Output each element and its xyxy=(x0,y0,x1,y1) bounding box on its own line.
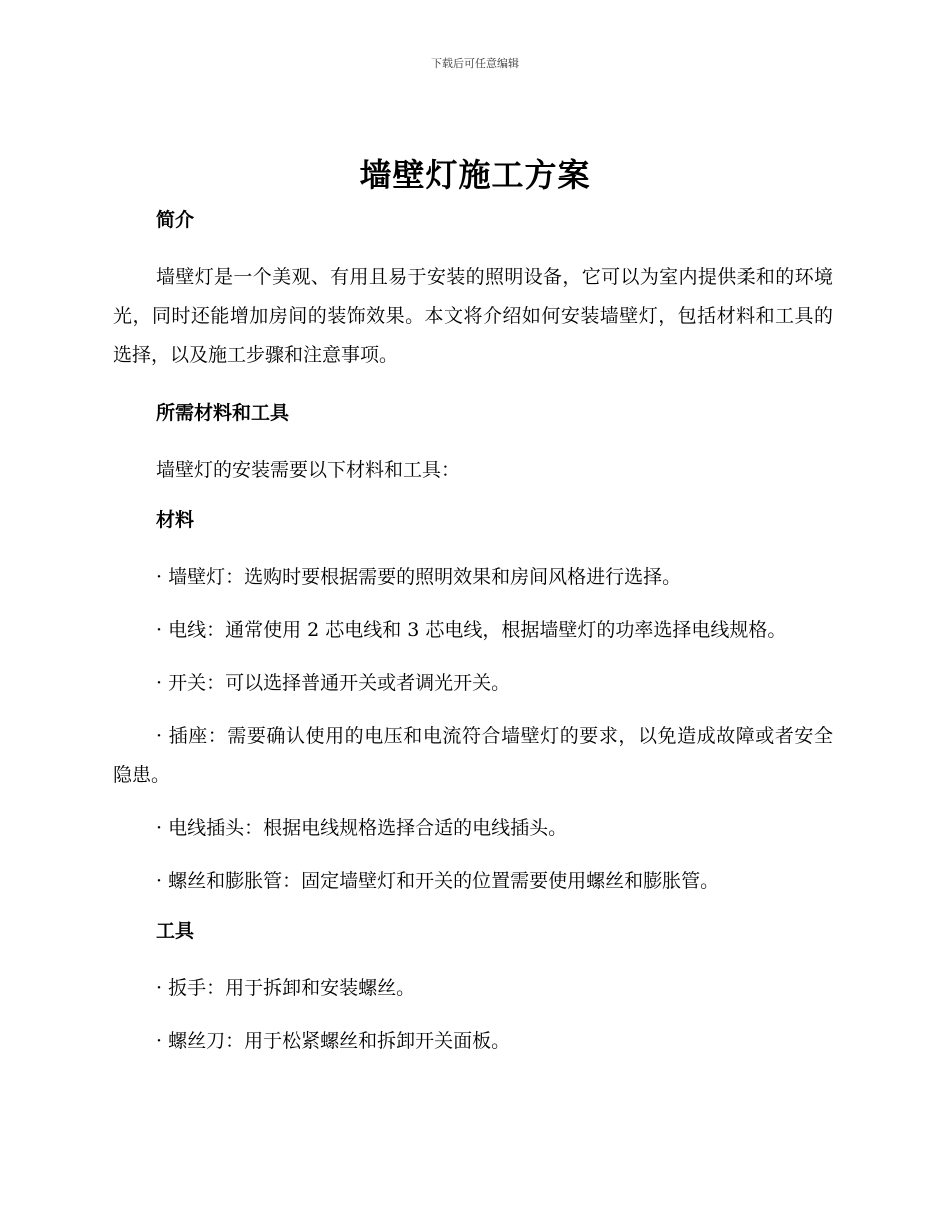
section-heading-materials: 材料 xyxy=(156,509,195,531)
list-item: · 墙壁灯：选购时要根据需要的照明效果和房间风格进行选择。 xyxy=(113,558,833,597)
needs-paragraph: 墙壁灯的安装需要以下材料和工具： xyxy=(156,459,461,481)
section-heading-intro: 简介 xyxy=(156,209,195,231)
list-item: · 电线：通常使用 2 芯电线和 3 芯电线，根据墙壁灯的功率选择电线规格。 xyxy=(113,611,833,650)
list-item: · 螺丝和膨胀管：固定墙壁灯和开关的位置需要使用螺丝和膨胀管。 xyxy=(113,862,833,901)
list-item: · 螺丝刀：用于松紧螺丝和拆卸开关面板。 xyxy=(113,1022,833,1061)
section-heading-tools: 工具 xyxy=(156,920,195,942)
list-item: · 插座：需要确认使用的电压和电流符合墙壁灯的要求，以免造成故障或者安全隐患。 xyxy=(113,717,833,795)
document-title: 墙壁灯施工方案 xyxy=(359,156,591,194)
list-item: · 开关：可以选择普通开关或者调光开关。 xyxy=(113,664,833,703)
list-item: · 电线插头：根据电线规格选择合适的电线插头。 xyxy=(113,809,833,848)
section-heading-needs: 所需材料和工具 xyxy=(156,402,290,424)
header-note: 下载后可任意编辑 xyxy=(431,57,519,70)
list-item: · 扳手：用于拆卸和安装螺丝。 xyxy=(113,969,833,1008)
intro-paragraph: 墙壁灯是一个美观、有用且易于安装的照明设备，它可以为室内提供柔和的环境光，同时还能增加房间的装饰效果。本文将介绍如何安装墙壁灯，包括材料和工具的选择，以及施工步骤和注意事项。 xyxy=(113,266,833,366)
document-body xyxy=(113,204,833,1061)
